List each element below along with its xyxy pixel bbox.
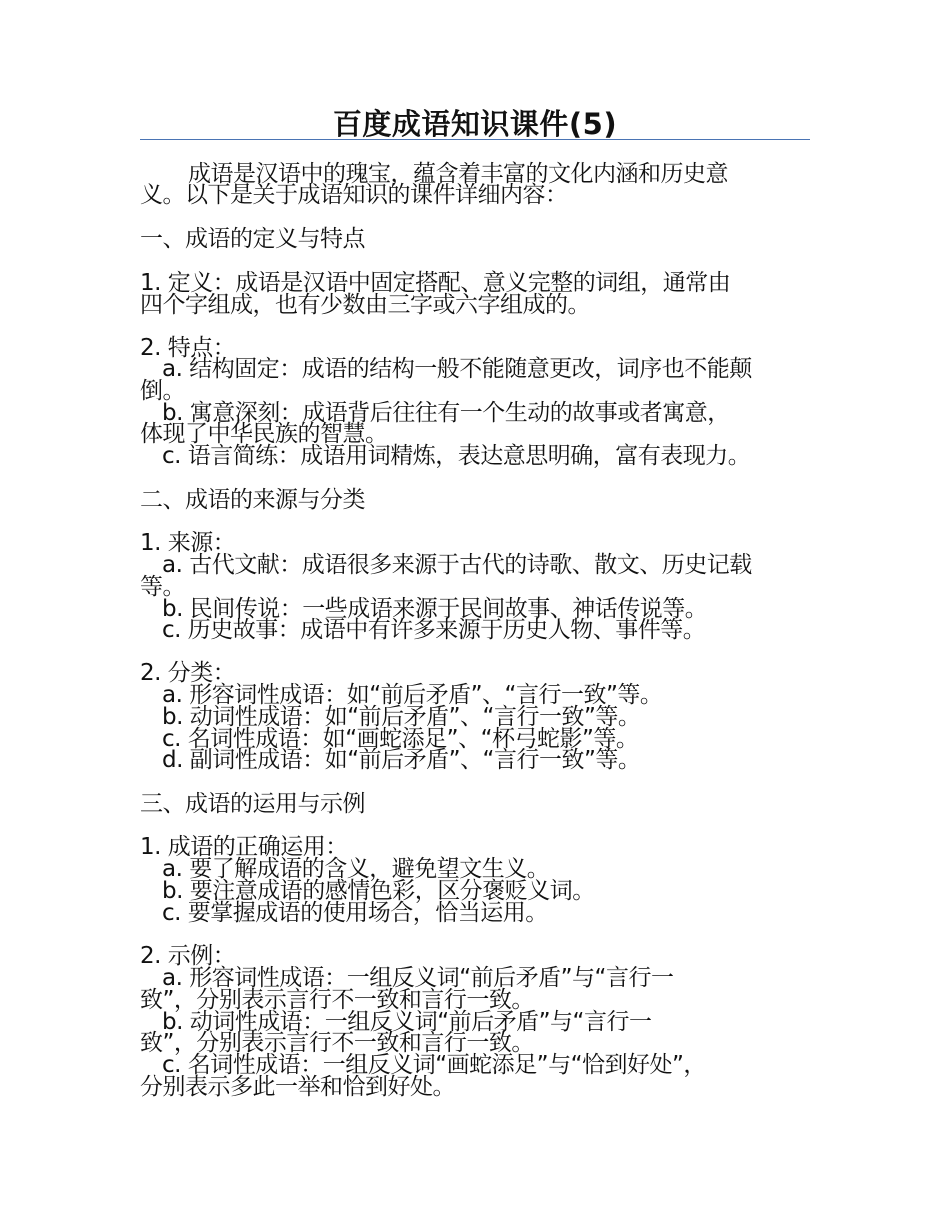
list-item: a. 要了解成语的含义，避免望文生义。 bbox=[162, 856, 550, 882]
list-item: a. 形容词性成语：如“前后矛盾”、“言行一致”等。 bbox=[162, 682, 663, 708]
list-item: a. 古代文献：成语很多来源于古代的诗歌、散文、历史记载 bbox=[162, 552, 752, 578]
list-item: a. 形容词性成语：一组反义词“前后矛盾”与“言行一 bbox=[162, 965, 674, 991]
list-item-continuation: 致”，分别表示言行不一致和言行一致。 bbox=[140, 1030, 534, 1056]
document-title: 百度成语知识课件(5) bbox=[332, 107, 618, 141]
list-item-continuation: 致”，分别表示言行不一致和言行一致。 bbox=[140, 987, 534, 1013]
list-item: d. 副词性成语：如“前后矛盾”、“言行一致”等。 bbox=[162, 747, 641, 773]
subheading: 1. 来源： bbox=[140, 530, 236, 556]
section-heading-1: 一、成语的定义与特点 bbox=[140, 226, 365, 252]
list-item-continuation: 等。 bbox=[140, 574, 185, 600]
intro-line-1: 成语是汉语中的瑰宝，蕴含着丰富的文化内涵和历史意 bbox=[188, 161, 728, 187]
intro-line-2: 义。以下是关于成语知识的课件详细内容： bbox=[140, 182, 568, 208]
list-item: c. 名词性成语：一组反义词“画蛇添足”与“恰到好处”， bbox=[162, 1052, 706, 1078]
list-item-continuation: 分别表示多此一举和恰到好处。 bbox=[140, 1074, 455, 1100]
list-item: c. 名词性成语：如“画蛇添足”、“杯弓蛇影”等。 bbox=[162, 726, 639, 752]
subheading: 2. 分类： bbox=[140, 660, 236, 686]
list-item: c. 语言简练：成语用词精炼，表达意思明确，富有表现力。 bbox=[162, 443, 751, 469]
list-item: b. 民间传说：一些成语来源于民间故事、神话传说等。 bbox=[162, 596, 708, 622]
paragraph-line: 1. 定义：成语是汉语中固定搭配、意义完整的词组，通常由 bbox=[140, 270, 731, 296]
subheading: 2. 特点： bbox=[140, 335, 236, 361]
subheading: 1. 成语的正确运用： bbox=[140, 834, 348, 860]
list-item: b. 动词性成语：如“前后矛盾”、“言行一致”等。 bbox=[162, 704, 641, 730]
list-item: a. 结构固定：成语的结构一般不能随意更改，词序也不能颠 bbox=[162, 356, 752, 382]
list-item-continuation: 体现了中华民族的智慧。 bbox=[140, 421, 388, 447]
list-item: b. 要注意成语的感情色彩，区分褒贬义词。 bbox=[162, 878, 595, 904]
subheading: 2. 示例： bbox=[140, 943, 236, 969]
list-item: c. 历史故事：成语中有许多来源于历史人物、事件等。 bbox=[162, 617, 706, 643]
list-item: b. 动词性成语：一组反义词“前后矛盾”与“言行一 bbox=[162, 1009, 652, 1035]
list-item: b. 寓意深刻：成语背后往往有一个生动的故事或者寓意， bbox=[162, 400, 730, 426]
paragraph-line: 四个字组成，也有少数由三字或六字组成的。 bbox=[140, 292, 590, 318]
section-heading-2: 二、成语的来源与分类 bbox=[140, 487, 365, 513]
section-heading-3: 三、成语的运用与示例 bbox=[140, 791, 365, 817]
list-item-continuation: 倒。 bbox=[140, 378, 185, 404]
list-item: c. 要掌握成语的使用场合，恰当运用。 bbox=[162, 900, 548, 926]
title-underline bbox=[140, 139, 810, 140]
